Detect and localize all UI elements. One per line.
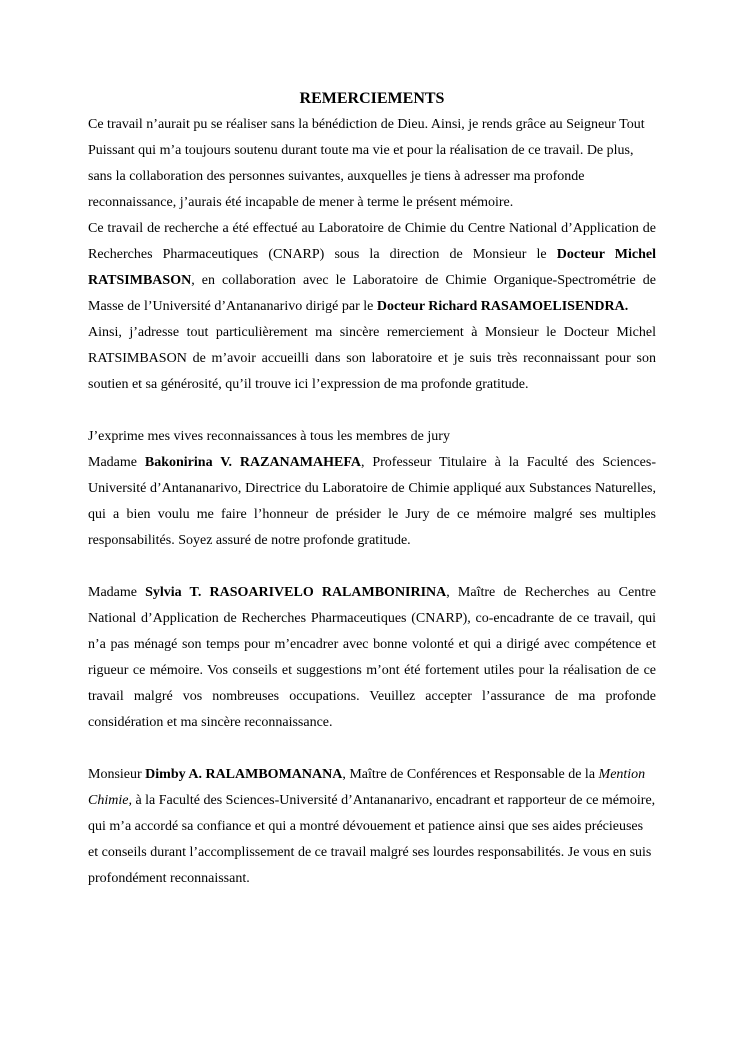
text-segment: , en collaboration avec le Laboratoire de Chimie Organique-Spectrométrie de Masse de l’Université d’Antananarivo dirigé par le: [88, 273, 656, 314]
paragraph-laboratory: [88, 216, 656, 320]
name-ralambomanana: Dimby A. RALAMBOMANANA: [145, 767, 343, 782]
page-title: REMERCIEMENTS: [299, 90, 445, 107]
text-segment: , Maître de Recherches au Centre National d’Application de Recherches Pharmaceutiques (CNARP), co-encadrante de ce travail, qui n’a pas ménagé son temps pour m’encadrer avec bonne volonté et qui a dirigé avec compétence et rigueur ce mémoire. Vos conseils et suggestions m’ont été fortement utiles pour la réalisation de ce travail malgré vos nombreuses occupations. Veuillez accepter l’assurance de ma profonde considération et ma sincère reconnaissance.: [88, 585, 656, 730]
mention-chimie: Mention Chimie,: [88, 767, 646, 808]
text-segment: Madame: [88, 455, 145, 470]
paragraph-supervisor: [88, 762, 656, 892]
text-segment: à la Faculté des Sciences-Université d’Antananarivo, encadrant et rapporteur de ce mémoire, qui m’a accordé sa confiance et qui a montré dévouement et patience ainsi que ses aides précieuses et conseils durant l’accomplissement de ce travail malgré ses lourdes responsabilités. Je vous en suis profondément reconnaissant.: [88, 793, 656, 886]
paragraph-co-supervisor: [88, 580, 656, 736]
paragraph-thanks-director: Ainsi, j’adresse tout particulièrement ma sincère remerciement à Monsieur le Docteur Michel RATSIMBASON de m’avoir accueilli dans son laboratoire et je suis très reconnaissant pour son soutien et sa générosité, qu’il trouve ici l’expression de ma profonde gratitude.: [88, 325, 656, 392]
name-razanamahefa: Bakonirina V. RAZANAMAHEFA: [144, 455, 361, 470]
text-segment: Ce travail de recherche a été effectué au Laboratoire de Chimie du Centre National d’Application de Recherches Pharmaceutiques (CNARP) sous la direction de Monsieur le: [88, 221, 656, 262]
name-rasoarivelo: Sylvia T. RASOARIVELO RALAMBONIRINA: [145, 585, 447, 600]
text-segment: , Maître de Conférences et Responsable de la: [342, 767, 599, 782]
paragraph-jury-intro: J’exprime mes vives reconnaissances à tous les membres de jury: [88, 429, 450, 444]
name-ratsimbason: Docteur Michel RATSIMBASON: [88, 247, 656, 288]
paragraph-jury-president: [88, 450, 656, 554]
document-page: [88, 88, 656, 892]
name-rasamoelisendra: Docteur Richard RASAMOELISENDRA.: [376, 299, 629, 314]
paragraph-spacer: [88, 554, 656, 580]
text-segment: , Professeur Titulaire à la Faculté des Sciences-Université d’Antananarivo, Directrice du Laboratoire de Chimie appliqué aux Substances Naturelles, qui a bien voulu me faire l’honneur de présider le Jury de ce mémoire malgré ses multiples responsabilités. Soyez assuré de notre profonde gratitude.: [88, 455, 657, 548]
text-segment: Madame: [88, 585, 146, 600]
paragraph-intro: Ce travail n’aurait pu se réaliser sans la bénédiction de Dieu. Ainsi, je rends grâce au Seigneur Tout Puissant qui m’a toujours soutenu durant toute ma vie et pour la réalisation de ce travail. De plus, sans la collaboration des personnes suivantes, auxquelles je tiens à adresser ma profonde reconnaissance, j’aurais été incapable de mener à terme le présent mémoire.: [88, 117, 645, 210]
text-segment: Monsieur: [88, 767, 146, 782]
paragraph-spacer: [88, 398, 656, 424]
paragraph-spacer: [88, 736, 656, 762]
